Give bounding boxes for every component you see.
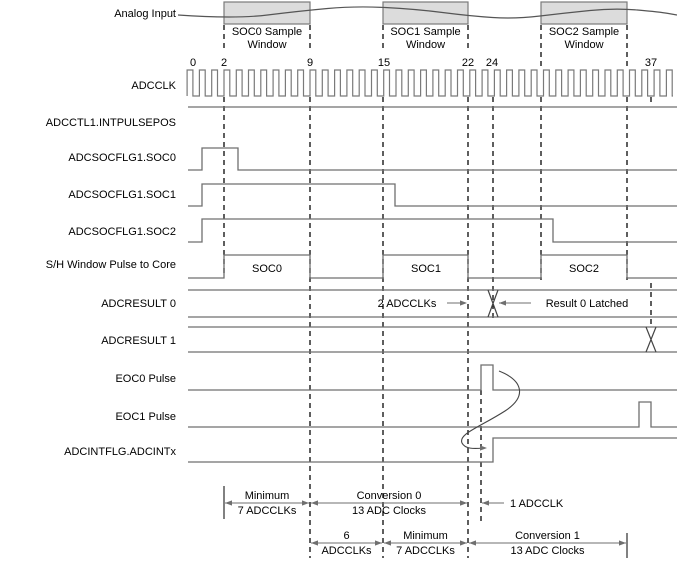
dimension-label-above: Conversion 0 xyxy=(356,490,422,502)
dimension-label-above: Conversion 1 xyxy=(515,530,580,542)
dimension-label-above: 6 xyxy=(343,530,350,542)
clock-tick-24: 24 xyxy=(485,57,499,69)
row-label-soc0: ADCSOCFLG1.SOC0 xyxy=(68,152,176,164)
row-label-eoc1: EOC1 Pulse xyxy=(115,411,176,423)
row-label-adcresult1: ADCRESULT 1 xyxy=(101,335,176,347)
clock-tick-2: 2 xyxy=(220,57,228,69)
dimension-label-above: Minimum xyxy=(403,530,448,542)
dimension-label-below: 7 ADCCLKs xyxy=(396,545,455,557)
dimension-label-below: ADCCLKs xyxy=(321,545,372,557)
clock-tick-15: 15 xyxy=(377,57,391,69)
row-label-eoc0: EOC0 Pulse xyxy=(115,373,176,385)
row-label-soc2: ADCSOCFLG1.SOC2 xyxy=(68,226,176,238)
clock-tick-37: 37 xyxy=(644,57,658,69)
clock-tick-22: 22 xyxy=(461,57,475,69)
dimension-label-below: 13 ADC Clocks xyxy=(352,505,426,517)
sample-window-title-0: SOC0 Sample xyxy=(231,26,303,38)
sample-window-title-1: SOC1 Sample xyxy=(390,26,461,38)
dimension-label-above: Minimum xyxy=(244,490,290,502)
row-label-analog-input: Analog Input xyxy=(114,8,176,20)
row-label-adcint: ADCINTFLG.ADCINTx xyxy=(64,446,176,458)
sample-window-box-2 xyxy=(541,2,627,24)
row-label-soc1: ADCSOCFLG1.SOC1 xyxy=(68,189,176,201)
dimension-label-below: 13 ADC Clocks xyxy=(510,545,585,557)
result0-latched-label: Result 0 Latched xyxy=(545,298,629,310)
clock-tick-0: 0 xyxy=(189,57,197,69)
sample-window-subtitle-0: Window xyxy=(247,39,287,51)
clock-tick-9: 9 xyxy=(306,57,314,69)
sh-pulse-label-soc0: SOC0 xyxy=(252,263,282,275)
dimension-label-below: 7 ADCCLKs xyxy=(237,505,297,517)
row-label-adcresult0: ADCRESULT 0 xyxy=(101,298,176,310)
sample-window-title-2: SOC2 Sample xyxy=(548,26,620,38)
two-adcclks-label: 2 ADCCLKs xyxy=(377,298,437,310)
one-adcclk-label: 1 ADCCLK xyxy=(510,498,564,510)
sample-window-box-0 xyxy=(224,2,310,24)
sh-pulse-label-soc1: SOC1 xyxy=(411,263,441,275)
row-label-adcclk: ADCCLK xyxy=(131,80,176,92)
sample-window-box-1 xyxy=(383,2,468,24)
row-label-intpulsepos: ADCCTL1.INTPULSEPOS xyxy=(45,117,176,129)
sh-pulse-label-soc2: SOC2 xyxy=(569,263,599,275)
sample-window-subtitle-1: Window xyxy=(405,39,446,51)
row-label-sh-window: S/H Window Pulse to Core xyxy=(45,259,176,271)
sample-window-subtitle-2: Window xyxy=(564,39,604,51)
